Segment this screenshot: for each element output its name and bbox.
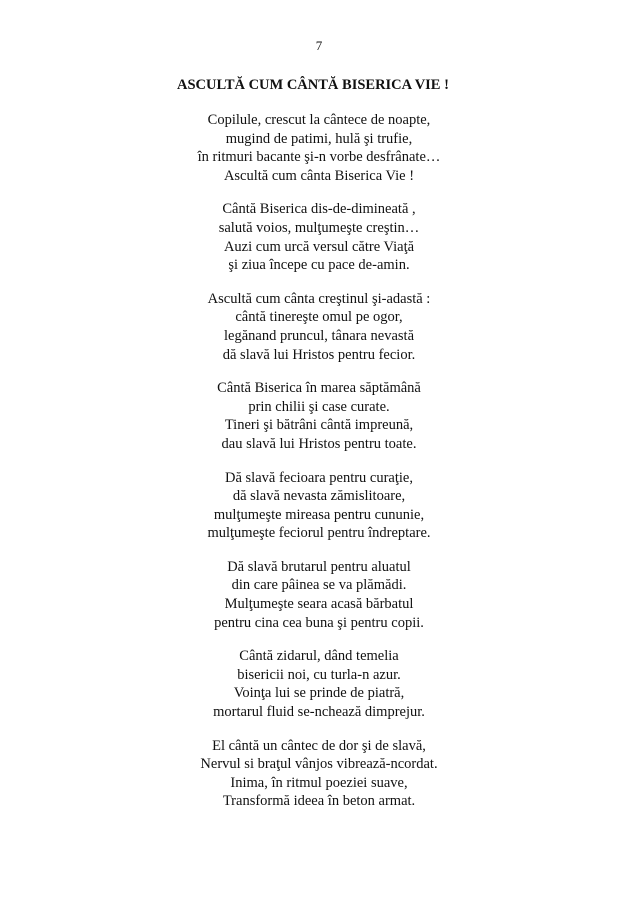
verse-line: Tineri şi bătrâni cântă impreună, (224, 417, 414, 434)
verse-line: mulţumeşte mireasa pentru cununie, (213, 506, 425, 523)
poem-title: ASCULTĂ CUM CÂNTĂ BISERICA VIE ! (177, 77, 449, 93)
verse-line: Voinţa lui se prinde de piatră, (233, 685, 405, 702)
verse-line: prin chilii şi case curate. (248, 398, 390, 415)
verse-line: Cântă Biserica în marea săptămână (217, 380, 421, 397)
verse-line: dă slavă lui Hristos pentru fecior. (222, 346, 416, 363)
verse-line: Mulţumeşte seara acasă bărbatul (224, 596, 414, 613)
verse-line: Nervul si braţul vânjos vibrează-ncordat. (200, 756, 438, 773)
verse-line: salută voios, mulţumeşte creştin… (218, 219, 420, 236)
stanza (0, 737, 638, 811)
stanza (0, 647, 638, 721)
verse-line: Ascultă cum cânta creştinul şi-adastă : (207, 290, 431, 307)
page-number: 7 (315, 38, 323, 53)
verse-line: din care pâinea se va plămădi. (231, 577, 407, 594)
verse-line: pentru cina cea buna şi pentru copii. (214, 614, 424, 631)
poem-body (0, 111, 638, 826)
stanza (0, 379, 638, 453)
verse-line: El cântă un cântec de dor şi de slavă, (212, 737, 426, 754)
verse-line: dă slavă nevasta zămislitoare, (232, 488, 406, 505)
verse-line: Copilule, crescut la cântece de noapte, (207, 112, 431, 128)
verse-line: mulţumeşte feciorul pentru îndreptare. (207, 525, 431, 542)
verse-line: bisericii noi, cu turla-n azur. (237, 666, 401, 683)
verse-line: legănand pruncul, tânara nevastă (223, 327, 415, 344)
verse-line: şi ziua începe cu pace de-amin. (228, 257, 410, 274)
verse-line: mugind de patimi, hulă şi trufie, (225, 130, 413, 147)
verse-line: Cântă Biserica dis-de-dimineată , (222, 201, 416, 218)
stanza (0, 558, 638, 632)
verse-line: Dă slavă brutarul pentru aluatul (227, 558, 411, 575)
verse-line: Transformă ideea în beton armat. (222, 793, 416, 810)
verse-line: cântă tinereşte omul pe ogor, (235, 309, 403, 326)
verse-line: mortarul fluid se-nchează dimprejur. (213, 704, 425, 721)
verse-line: Cântă zidarul, dând temelia (239, 648, 399, 665)
stanza (0, 290, 638, 364)
verse-line: Inima, în ritmul poeziei suave, (230, 774, 408, 791)
stanza (0, 111, 638, 185)
verse-line: Ascultă cum cânta Biserica Vie ! (223, 167, 415, 184)
verse-line: Auzi cum urcă versul către Viaţă (223, 238, 415, 255)
stanza (0, 200, 638, 274)
verse-line: dau slavă lui Hristos pentru toate. (221, 435, 417, 452)
verse-line: în ritmuri bacante şi-n vorbe desfrânate… (197, 149, 441, 166)
stanza (0, 469, 638, 543)
verse-line: Dă slavă fecioara pentru curaţie, (225, 469, 413, 486)
